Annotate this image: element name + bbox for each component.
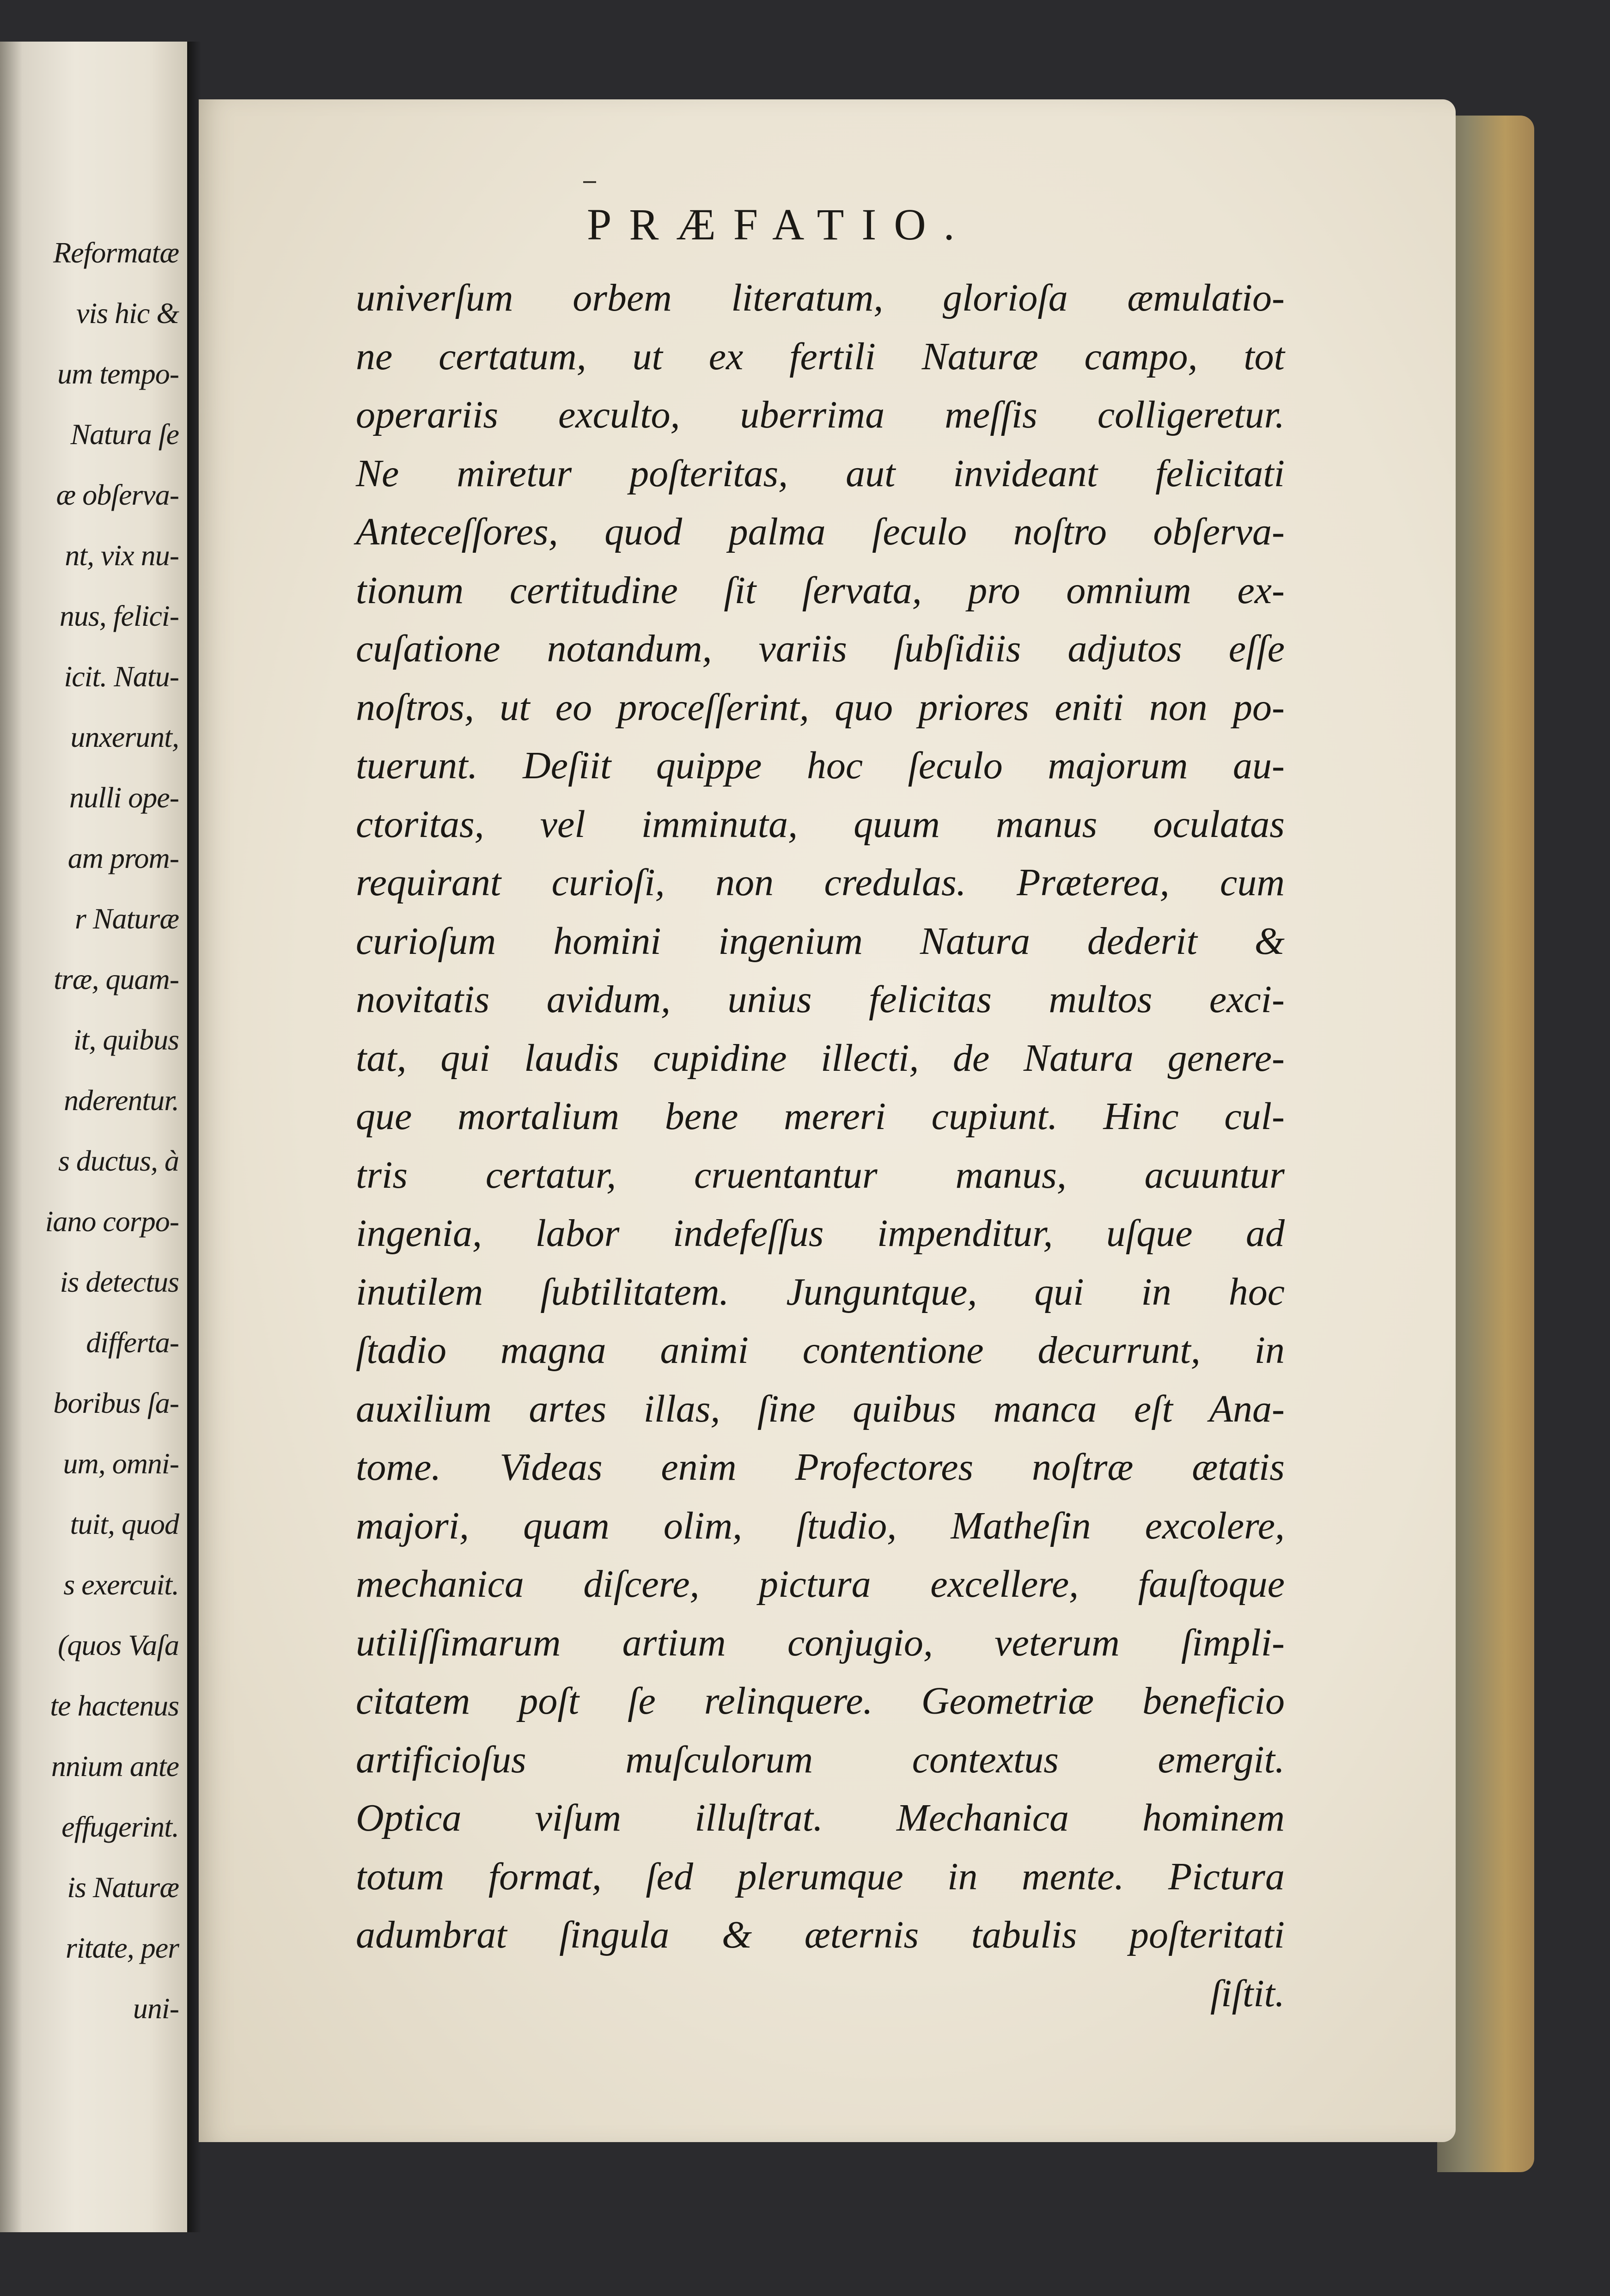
left-page-line: æ obſerva- <box>56 478 179 511</box>
left-page-line: nus, felici- <box>59 599 179 632</box>
left-page-line: træ, quam- <box>54 963 179 995</box>
text-line: adumbrat ſingula & æternis tabulis poſteritati <box>356 1913 1285 1956</box>
left-page-line: uni- <box>133 1992 179 2025</box>
left-page-line: nnium ante <box>51 1750 179 1783</box>
text-line: artificioſus muſculorum contextus emergit. <box>356 1738 1285 1781</box>
left-page-line: Natura ſe <box>70 418 179 451</box>
left-page-line: effugerint. <box>61 1810 179 1843</box>
text-line: totum format, ſed plerumque in mente. Pictura <box>356 1855 1285 1898</box>
text-line: operariis exculto, uberrima meſſis colligeretur. <box>356 393 1285 436</box>
left-page-line: am prom- <box>67 842 179 874</box>
left-page-line: it, quibus <box>73 1023 179 1056</box>
left-page-line: s exercuit. <box>63 1568 179 1601</box>
text-line: que mortalium bene mereri cupiunt. Hinc cul- <box>356 1095 1285 1138</box>
left-page-line: r Naturæ <box>75 902 179 935</box>
page-header: PRÆFATIO. <box>587 200 972 249</box>
left-page-line: te hactenus <box>50 1689 179 1722</box>
left-page-line: nulli ope- <box>69 781 179 814</box>
left-page-line: boribus ſa- <box>53 1386 179 1419</box>
text-line: citatem poſt ſe relinquere. Geometriæ beneficio <box>356 1679 1285 1722</box>
text-line: tionum certitudine ſit ſervata, pro omnium ex- <box>356 568 1285 612</box>
text-line: ne certatum, ut ex fertili Naturæ campo, tot <box>356 335 1285 378</box>
text-line: ſtadio magna animi contentione decurrunt, in <box>356 1329 1285 1372</box>
text-line: auxilium artes illas, ſine quibus manca eſt Ana- <box>356 1387 1285 1430</box>
left-page-line: unxerunt, <box>70 721 179 753</box>
text-line: mechanica diſcere, pictura excellere, fauſtoque <box>356 1563 1285 1606</box>
text-line: tat, qui laudis cupidine illecti, de Natura genere- <box>356 1036 1285 1080</box>
left-page-line: tuit, quod <box>70 1508 179 1540</box>
text-line: inutilem ſubtilitatem. Junguntque, qui in hoc <box>356 1270 1285 1313</box>
left-page-line: is detectus <box>60 1265 179 1298</box>
text-line: tome. Videas enim Profectores noſtræ ætatis <box>356 1446 1285 1489</box>
left-page-line: Reformatæ <box>53 236 179 269</box>
text-line: Ne miretur poſteritas, aut invideant felicitati <box>356 452 1285 495</box>
left-facing-page <box>0 42 187 2232</box>
text-line: utiliſſimarum artium conjugio, veterum ſimpli- <box>356 1621 1285 1664</box>
text-line: requirant curioſi, non credulas. Præterea, cum <box>356 861 1285 904</box>
left-page-line: differta- <box>86 1326 179 1359</box>
left-page-line: icit. Natu- <box>64 660 179 693</box>
left-page-line: (quos Vaſa <box>58 1629 179 1661</box>
left-page-line: vis hic & <box>76 297 179 330</box>
text-line: tris certatur, cruentantur manus, acuuntur <box>356 1153 1285 1197</box>
text-line: tuerunt. Deſiit quippe hoc ſeculo majorum au- <box>356 744 1285 787</box>
text-line: curioſum homini ingenium Natura dederit & <box>356 919 1285 963</box>
left-page-line: um, omni- <box>63 1447 179 1480</box>
text-line: novitatis avidum, unius felicitas multos exci- <box>356 978 1285 1021</box>
header-mark <box>583 181 596 183</box>
text-line: ingenia, labor indefeſſus impenditur, uſque ad <box>356 1212 1285 1255</box>
text-line: Anteceſſores, quod palma ſeculo noſtro obſerva- <box>356 510 1285 553</box>
text-line: univerſum orbem literatum, glorioſa æmulatio- <box>356 276 1285 319</box>
text-line: majori, quam olim, ſtudio, Matheſin excolere, <box>356 1504 1285 1547</box>
text-line: cuſatione notandum, variis ſubſidiis adjutos eſſe <box>356 627 1285 670</box>
left-page-line: um tempo- <box>57 357 179 390</box>
left-page-line: nderentur. <box>64 1084 179 1117</box>
text-line: noſtros, ut eo proceſſerint, quo priores eniti non po- <box>356 685 1285 729</box>
left-page-line: is Naturæ <box>67 1871 179 1904</box>
left-page-line: nt, vix nu- <box>65 539 179 572</box>
text-line: ctoritas, vel imminuta, quum manus oculatas <box>356 802 1285 846</box>
left-page-line: ritate, per <box>66 1931 179 1964</box>
left-page-line: s ductus, à <box>58 1144 179 1177</box>
left-page-line: iano corpo- <box>45 1205 179 1238</box>
catchword: ſiſtit. <box>1210 1972 1285 2015</box>
text-line: Optica viſum illuſtrat. Mechanica hominem <box>356 1796 1285 1839</box>
